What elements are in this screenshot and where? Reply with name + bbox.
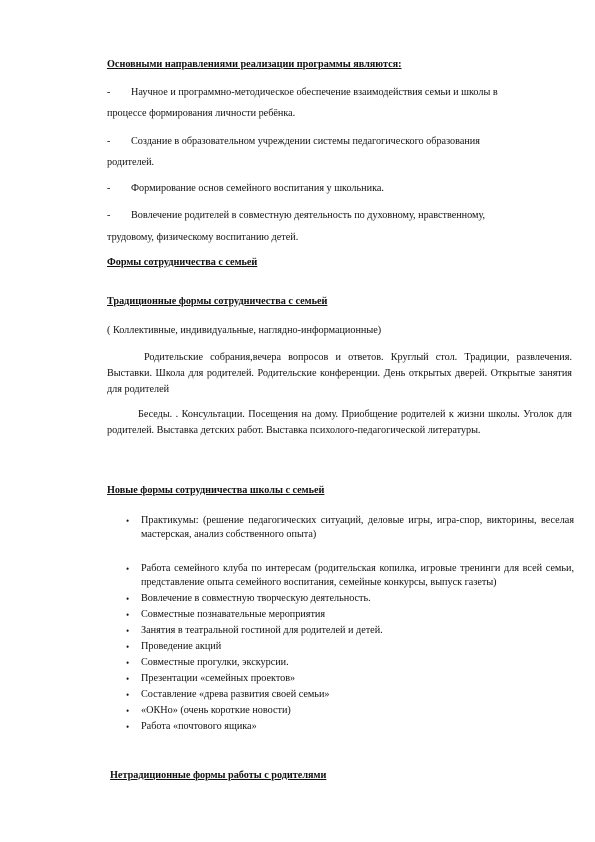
direction-item-2	[107, 133, 577, 150]
list-item	[126, 704, 574, 718]
main-heading: Основными направлениями реализации программы являются:	[107, 59, 402, 70]
direction-item-4	[107, 207, 577, 224]
list-item-text: Составление «древа развития своей семьи»	[141, 689, 330, 700]
bullet-icon: •	[126, 706, 130, 716]
list-item	[126, 656, 574, 670]
dash-marker: -	[107, 183, 111, 194]
list-item-text: Вовлечение в совместную творческую деятельность.	[141, 593, 371, 604]
direction-text: Вовлечение родителей в совместную деятельность по духовному, нравственному,	[131, 210, 486, 221]
bullet-icon: •	[126, 642, 130, 652]
direction-continuation-4: трудовому, физическому воспитанию детей.	[107, 232, 299, 243]
direction-item-1	[107, 84, 577, 101]
direction-text: Научное и программно-методическое обеспечение взаимодействия семьи и школы в	[131, 87, 498, 98]
list-item	[126, 720, 574, 734]
traditional-paragraph-1: Родительские собрания,вечера вопросов и ответов. Круглый стол. Традиции, развлечения. Выставки. Школа для родителей. Родительские конференции. День открытых дверей. Открытые занятия для родителей	[107, 352, 572, 395]
list-item-text: Проведение акций	[141, 641, 222, 652]
bullet-icon: •	[126, 594, 130, 604]
bullet-icon: •	[126, 626, 130, 636]
bullet-icon: •	[126, 516, 130, 526]
list-item-text: Работа семейного клуба по интересам (родительская копилка, игровые тренинги для всей семьи, представление опыта семейного воспитания, семейные конкурсы, выпуск газеты)	[141, 563, 574, 588]
bullet-icon: •	[126, 674, 130, 684]
bullet-icon: •	[126, 722, 130, 732]
list-item-text: Работа «почтового ящика»	[141, 721, 257, 732]
dash-marker: -	[107, 136, 111, 147]
list-item-text: Совместные познавательные мероприятия	[141, 609, 326, 620]
bullet-icon: •	[126, 564, 130, 574]
list-item	[126, 608, 574, 622]
traditional-subtitle: ( Коллективные, индивидуальные, наглядно-информационные)	[107, 325, 382, 336]
list-item	[126, 640, 574, 654]
direction-continuation-2: родителей.	[107, 157, 155, 168]
direction-continuation-1: процессе формирования личности ребёнка.	[107, 108, 296, 119]
bullet-icon: •	[126, 690, 130, 700]
list-item-text: «ОКНо» (очень короткие новости)	[141, 705, 291, 716]
bullet-icon: •	[126, 610, 130, 620]
dash-marker: -	[107, 87, 111, 98]
forms-heading: Формы сотрудничества с семьей	[107, 257, 258, 268]
direction-text: Создание в образовательном учреждении системы педагогического образования	[131, 136, 480, 147]
dash-marker: -	[107, 210, 111, 221]
list-item-text: Практикумы: (решение педагогических ситуаций, деловые игры, игра-спор, викторины, веселая мастерская, анализ собственного опыта)	[141, 515, 574, 540]
list-item-text: Презентации «семейных проектов»	[141, 673, 296, 684]
new-forms-heading: Новые формы сотрудничества школы с семьей	[107, 485, 325, 496]
list-item	[126, 624, 574, 638]
list-item	[126, 562, 574, 590]
traditional-paragraph-2: Беседы. . Консультации. Посещения на дому. Приобщение родителей к жизни школы. Уголок для родителей. Выставка детских работ. Выставка психолого-педагогической литературы.	[107, 409, 572, 436]
nontraditional-heading: Нетрадиционные формы работы с родителями	[110, 770, 327, 781]
list-item-text: Совместные прогулки, экскурсии.	[141, 657, 289, 668]
direction-text: Формирование основ семейного воспитания у школьника.	[131, 183, 384, 194]
bullet-icon: •	[126, 658, 130, 668]
list-item	[126, 672, 574, 686]
list-item	[126, 592, 574, 606]
list-item	[126, 514, 574, 542]
list-item-text: Занятия в театральной гостиной для родителей и детей.	[141, 625, 383, 636]
direction-item-3	[107, 180, 577, 197]
list-item	[126, 688, 574, 702]
new-forms-list	[126, 514, 574, 736]
traditional-heading: Традиционные формы сотрудничества с семьей	[107, 296, 328, 307]
